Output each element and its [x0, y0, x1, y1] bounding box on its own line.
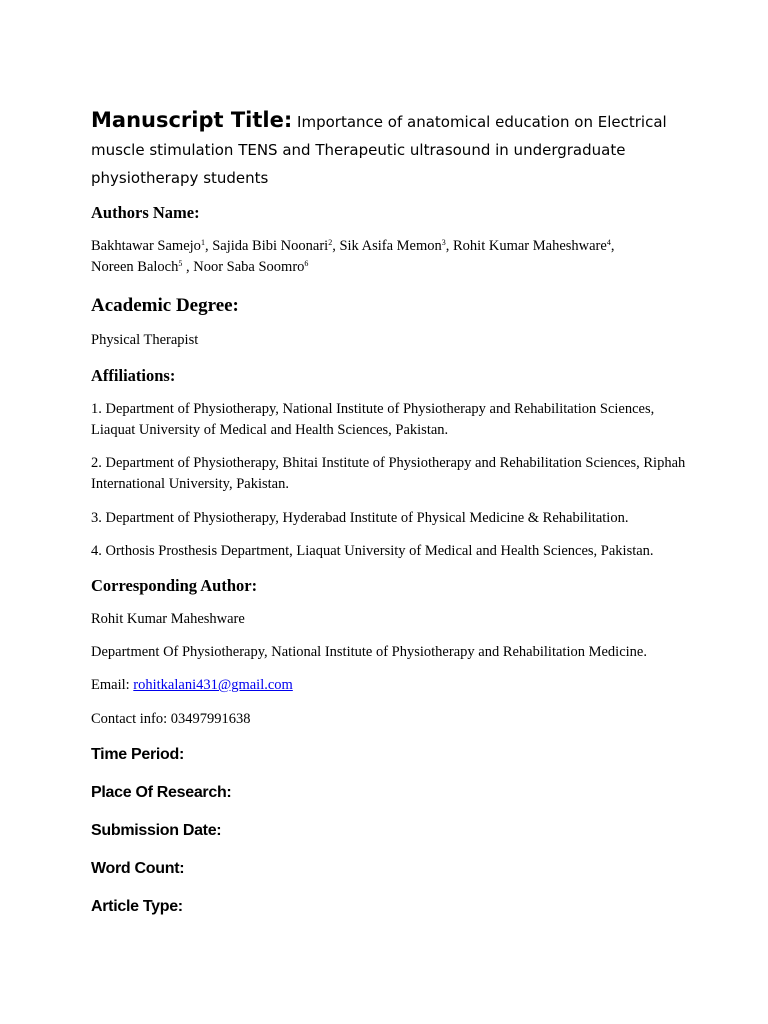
corresponding-author-heading: Corresponding Author: — [91, 576, 258, 595]
academic-degree-heading: Academic Degree: — [91, 295, 239, 316]
author-name: Sik Asifa Memon — [339, 238, 442, 254]
author-separator: , — [445, 238, 453, 254]
corresponding-author-department: Department Of Physiotherapy, National Institute of Physiotherapy and Rehabilitation Medicine. — [91, 644, 647, 660]
author-affiliation-number: 6 — [304, 259, 309, 268]
article-type-label: Article Type: — [91, 898, 183, 915]
author-name: Bakhtawar Samejo — [91, 238, 201, 254]
author-name: Rohit Kumar Maheshware — [453, 238, 607, 254]
academic-degree-value: Physical Therapist — [91, 332, 199, 348]
author-affiliation-number: 1 — [200, 238, 205, 247]
contact-line — [91, 709, 691, 730]
affiliation-item: 1. Department of Physiotherapy, National Institute of Physiotherapy and Rehabilitation Sciences, Liaquat University of Medical and Health Sciences, Pakistan. — [91, 401, 655, 438]
author-separator: , — [182, 259, 194, 275]
time-period-label: Time Period: — [91, 746, 185, 763]
email-line — [91, 675, 691, 696]
affiliation-item: 2. Department of Physiotherapy, Bhitai Institute of Physiotherapy and Rehabilitation Sciences, Riphah International University, Pakistan. — [91, 455, 686, 492]
contact-label: Contact info: — [91, 711, 171, 727]
author-separator: , — [332, 238, 340, 254]
author-affiliation-number: 3 — [441, 238, 446, 247]
author-separator: , — [610, 238, 615, 254]
manuscript-title-block — [91, 106, 691, 192]
affiliation-item: 4. Orthosis Prosthesis Department, Liaquat University of Medical and Health Sciences, Pakistan. — [91, 543, 654, 559]
affiliations-heading: Affiliations: — [91, 366, 176, 385]
author-name: Sajida Bibi Noonari — [212, 238, 329, 254]
corresponding-author-name: Rohit Kumar Maheshware — [91, 611, 245, 627]
email-label: Email: — [91, 677, 134, 693]
author-name: Noor Saba Soomro — [193, 259, 305, 275]
author-separator: , — [204, 238, 213, 254]
authors-list — [91, 236, 691, 278]
affiliation-item: 3. Department of Physiotherapy, Hyderabad Institute of Physical Medicine & Rehabilitation. — [91, 510, 629, 526]
place-of-research-label: Place Of Research: — [91, 784, 232, 801]
author-affiliation-number: 2 — [328, 238, 333, 247]
manuscript-title-text: Importance of anatomical education on Electrical muscle stimulation TENS and Therapeutic ultrasound in undergraduate physiotherapy students — [91, 113, 667, 187]
contact-number: 03497991638 — [170, 711, 251, 727]
word-count-label: Word Count: — [91, 860, 185, 877]
manuscript-title-label: Manuscript Title: — [91, 108, 293, 132]
authors-heading: Authors Name: — [91, 203, 200, 222]
author-name: Noreen Baloch — [91, 259, 179, 275]
author-affiliation-number: 5 — [178, 259, 183, 268]
submission-date-label: Submission Date: — [91, 822, 222, 839]
author-affiliation-number: 4 — [606, 238, 611, 247]
document-page — [91, 106, 691, 918]
email-link[interactable]: rohitkalani431@gmail.com — [133, 677, 293, 693]
